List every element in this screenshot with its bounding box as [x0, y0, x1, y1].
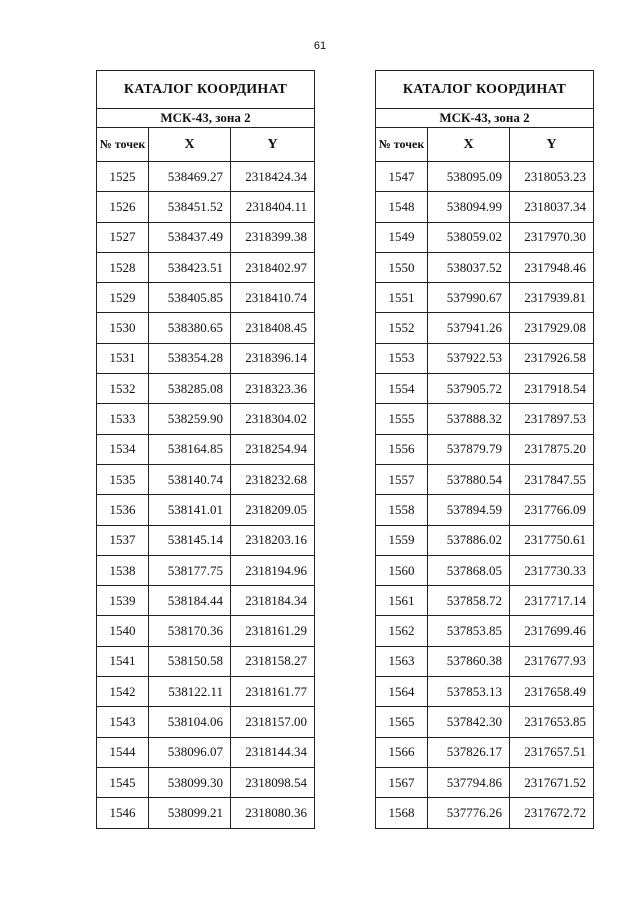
y-coordinate-cell: 2318304.02	[231, 404, 315, 434]
y-coordinate-cell: 2318158.27	[231, 646, 315, 676]
point-number-cell: 1525	[97, 162, 149, 192]
point-number-cell: 1531	[97, 343, 149, 373]
point-number-cell: 1558	[376, 495, 428, 525]
table-row	[97, 374, 315, 404]
y-coordinate-cell: 2317671.52	[510, 767, 594, 797]
point-number-cell: 1528	[97, 252, 149, 282]
x-coordinate-cell: 537853.85	[428, 616, 510, 646]
column-header-y: Y	[510, 128, 594, 162]
x-coordinate-cell: 538259.90	[149, 404, 231, 434]
point-number-cell: 1544	[97, 737, 149, 767]
x-coordinate-cell: 538099.21	[149, 798, 231, 828]
table-row	[376, 374, 594, 404]
table-row	[97, 404, 315, 434]
x-coordinate-cell: 538104.06	[149, 707, 231, 737]
y-coordinate-cell: 2317875.20	[510, 434, 594, 464]
table-row	[376, 616, 594, 646]
point-number-cell: 1565	[376, 707, 428, 737]
x-coordinate-cell: 537853.13	[428, 677, 510, 707]
table-row	[97, 343, 315, 373]
table-row	[97, 222, 315, 252]
x-coordinate-cell: 538096.07	[149, 737, 231, 767]
x-coordinate-cell: 538469.27	[149, 162, 231, 192]
page-number: 61	[313, 40, 327, 52]
x-coordinate-cell: 537905.72	[428, 374, 510, 404]
column-header-point-number: № точек	[376, 128, 428, 162]
table-body	[97, 162, 315, 829]
table-row	[376, 464, 594, 494]
coordinate-catalog-right	[375, 70, 594, 829]
point-number-cell: 1566	[376, 737, 428, 767]
table-row	[97, 616, 315, 646]
y-coordinate-cell: 2317717.14	[510, 586, 594, 616]
catalog-title: КАТАЛОГ КООРДИНАТ	[376, 71, 594, 109]
y-coordinate-cell: 2318053.23	[510, 162, 594, 192]
point-number-cell: 1568	[376, 798, 428, 828]
x-coordinate-cell: 538099.30	[149, 767, 231, 797]
catalog-title: КАТАЛОГ КООРДИНАТ	[97, 71, 315, 109]
table-row	[376, 495, 594, 525]
column-header-point-number: № точек	[97, 128, 149, 162]
table-row	[376, 404, 594, 434]
table-row	[97, 555, 315, 585]
point-number-cell: 1532	[97, 374, 149, 404]
table-row	[97, 283, 315, 313]
y-coordinate-cell: 2317948.46	[510, 252, 594, 282]
table-row	[376, 192, 594, 222]
point-number-cell: 1554	[376, 374, 428, 404]
x-coordinate-cell: 538164.85	[149, 434, 231, 464]
coordinate-catalog-left	[96, 70, 315, 829]
y-coordinate-cell: 2317766.09	[510, 495, 594, 525]
y-coordinate-cell: 2317750.61	[510, 525, 594, 555]
table-row	[376, 283, 594, 313]
y-coordinate-cell: 2318157.00	[231, 707, 315, 737]
y-coordinate-cell: 2318203.16	[231, 525, 315, 555]
y-coordinate-cell: 2317939.81	[510, 283, 594, 313]
table-row	[97, 586, 315, 616]
x-coordinate-cell: 538437.49	[149, 222, 231, 252]
column-header-y: Y	[231, 128, 315, 162]
x-coordinate-cell: 537858.72	[428, 586, 510, 616]
table-row	[97, 646, 315, 676]
point-number-cell: 1537	[97, 525, 149, 555]
y-coordinate-cell: 2318098.54	[231, 767, 315, 797]
x-coordinate-cell: 538140.74	[149, 464, 231, 494]
y-coordinate-cell: 2318209.05	[231, 495, 315, 525]
x-coordinate-cell: 537880.54	[428, 464, 510, 494]
point-number-cell: 1529	[97, 283, 149, 313]
point-number-cell: 1541	[97, 646, 149, 676]
table-row	[376, 767, 594, 797]
y-coordinate-cell: 2318410.74	[231, 283, 315, 313]
y-coordinate-cell: 2317672.72	[510, 798, 594, 828]
table-row	[376, 252, 594, 282]
table-row	[376, 434, 594, 464]
x-coordinate-cell: 537842.30	[428, 707, 510, 737]
y-coordinate-cell: 2318424.34	[231, 162, 315, 192]
table-row	[376, 162, 594, 192]
table-row	[376, 525, 594, 555]
table-row	[376, 646, 594, 676]
column-header-x: X	[149, 128, 231, 162]
x-coordinate-cell: 537794.86	[428, 767, 510, 797]
x-coordinate-cell: 537922.53	[428, 343, 510, 373]
y-coordinate-cell: 2318080.36	[231, 798, 315, 828]
point-number-cell: 1562	[376, 616, 428, 646]
y-coordinate-cell: 2317658.49	[510, 677, 594, 707]
y-coordinate-cell: 2317929.08	[510, 313, 594, 343]
point-number-cell: 1548	[376, 192, 428, 222]
y-coordinate-cell: 2317677.93	[510, 646, 594, 676]
x-coordinate-cell: 537879.79	[428, 434, 510, 464]
y-coordinate-cell: 2317926.58	[510, 343, 594, 373]
table-row	[97, 737, 315, 767]
point-number-cell: 1553	[376, 343, 428, 373]
y-coordinate-cell: 2317897.53	[510, 404, 594, 434]
y-coordinate-cell: 2318396.14	[231, 343, 315, 373]
point-number-cell: 1535	[97, 464, 149, 494]
point-number-cell: 1550	[376, 252, 428, 282]
x-coordinate-cell: 537990.67	[428, 283, 510, 313]
point-number-cell: 1561	[376, 586, 428, 616]
point-number-cell: 1567	[376, 767, 428, 797]
y-coordinate-cell: 2318161.29	[231, 616, 315, 646]
x-coordinate-cell: 538354.28	[149, 343, 231, 373]
table-row	[97, 798, 315, 828]
table-row	[97, 677, 315, 707]
y-coordinate-cell: 2317730.33	[510, 555, 594, 585]
point-number-cell: 1536	[97, 495, 149, 525]
table-row	[97, 252, 315, 282]
table-row	[376, 586, 594, 616]
point-number-cell: 1560	[376, 555, 428, 585]
y-coordinate-cell: 2318254.94	[231, 434, 315, 464]
coordinate-system-label: МСК-43, зона 2	[376, 109, 594, 128]
x-coordinate-cell: 538094.99	[428, 192, 510, 222]
x-coordinate-cell: 538095.09	[428, 162, 510, 192]
point-number-cell: 1542	[97, 677, 149, 707]
point-number-cell: 1539	[97, 586, 149, 616]
x-coordinate-cell: 538184.44	[149, 586, 231, 616]
point-number-cell: 1563	[376, 646, 428, 676]
coordinate-system-label: МСК-43, зона 2	[97, 109, 315, 128]
x-coordinate-cell: 538170.36	[149, 616, 231, 646]
point-number-cell: 1557	[376, 464, 428, 494]
x-coordinate-cell: 538451.52	[149, 192, 231, 222]
point-number-cell: 1551	[376, 283, 428, 313]
table-row	[376, 222, 594, 252]
table-row	[97, 767, 315, 797]
table-row	[376, 798, 594, 828]
point-number-cell: 1540	[97, 616, 149, 646]
x-coordinate-cell: 538150.58	[149, 646, 231, 676]
point-number-cell: 1552	[376, 313, 428, 343]
x-coordinate-cell: 537868.05	[428, 555, 510, 585]
x-coordinate-cell: 538285.08	[149, 374, 231, 404]
table-body	[376, 162, 594, 829]
point-number-cell: 1555	[376, 404, 428, 434]
point-number-cell: 1543	[97, 707, 149, 737]
y-coordinate-cell: 2318037.34	[510, 192, 594, 222]
point-number-cell: 1534	[97, 434, 149, 464]
y-coordinate-cell: 2318399.38	[231, 222, 315, 252]
y-coordinate-cell: 2317970.30	[510, 222, 594, 252]
y-coordinate-cell: 2318323.36	[231, 374, 315, 404]
x-coordinate-cell: 538380.65	[149, 313, 231, 343]
y-coordinate-cell: 2317847.55	[510, 464, 594, 494]
y-coordinate-cell: 2318402.97	[231, 252, 315, 282]
x-coordinate-cell: 538145.14	[149, 525, 231, 555]
x-coordinate-cell: 537941.26	[428, 313, 510, 343]
x-coordinate-cell: 538141.01	[149, 495, 231, 525]
x-coordinate-cell: 537886.02	[428, 525, 510, 555]
x-coordinate-cell: 537860.38	[428, 646, 510, 676]
point-number-cell: 1564	[376, 677, 428, 707]
table-row	[376, 555, 594, 585]
x-coordinate-cell: 537888.32	[428, 404, 510, 434]
y-coordinate-cell: 2318161.77	[231, 677, 315, 707]
y-coordinate-cell: 2318184.34	[231, 586, 315, 616]
point-number-cell: 1549	[376, 222, 428, 252]
table-row	[97, 525, 315, 555]
point-number-cell: 1533	[97, 404, 149, 434]
point-number-cell: 1526	[97, 192, 149, 222]
point-number-cell: 1556	[376, 434, 428, 464]
x-coordinate-cell: 537826.17	[428, 737, 510, 767]
x-coordinate-cell: 538423.51	[149, 252, 231, 282]
table-row	[97, 192, 315, 222]
point-number-cell: 1546	[97, 798, 149, 828]
y-coordinate-cell: 2317699.46	[510, 616, 594, 646]
point-number-cell: 1538	[97, 555, 149, 585]
x-coordinate-cell: 537776.26	[428, 798, 510, 828]
table-row	[376, 343, 594, 373]
table-row	[97, 464, 315, 494]
table-row	[376, 677, 594, 707]
y-coordinate-cell: 2318404.11	[231, 192, 315, 222]
x-coordinate-cell: 538037.52	[428, 252, 510, 282]
point-number-cell: 1527	[97, 222, 149, 252]
y-coordinate-cell: 2317918.54	[510, 374, 594, 404]
y-coordinate-cell: 2317653.85	[510, 707, 594, 737]
x-coordinate-cell: 537894.59	[428, 495, 510, 525]
point-number-cell: 1530	[97, 313, 149, 343]
point-number-cell: 1545	[97, 767, 149, 797]
x-coordinate-cell: 538122.11	[149, 677, 231, 707]
x-coordinate-cell: 538405.85	[149, 283, 231, 313]
table-row	[97, 434, 315, 464]
y-coordinate-cell: 2317657.51	[510, 737, 594, 767]
x-coordinate-cell: 538059.02	[428, 222, 510, 252]
table-row	[97, 707, 315, 737]
x-coordinate-cell: 538177.75	[149, 555, 231, 585]
point-number-cell: 1559	[376, 525, 428, 555]
table-row	[97, 313, 315, 343]
y-coordinate-cell: 2318408.45	[231, 313, 315, 343]
point-number-cell: 1547	[376, 162, 428, 192]
y-coordinate-cell: 2318144.34	[231, 737, 315, 767]
y-coordinate-cell: 2318194.96	[231, 555, 315, 585]
y-coordinate-cell: 2318232.68	[231, 464, 315, 494]
column-header-x: X	[428, 128, 510, 162]
table-row	[376, 707, 594, 737]
table-row	[97, 162, 315, 192]
table-row	[97, 495, 315, 525]
table-row	[376, 313, 594, 343]
table-row	[376, 737, 594, 767]
